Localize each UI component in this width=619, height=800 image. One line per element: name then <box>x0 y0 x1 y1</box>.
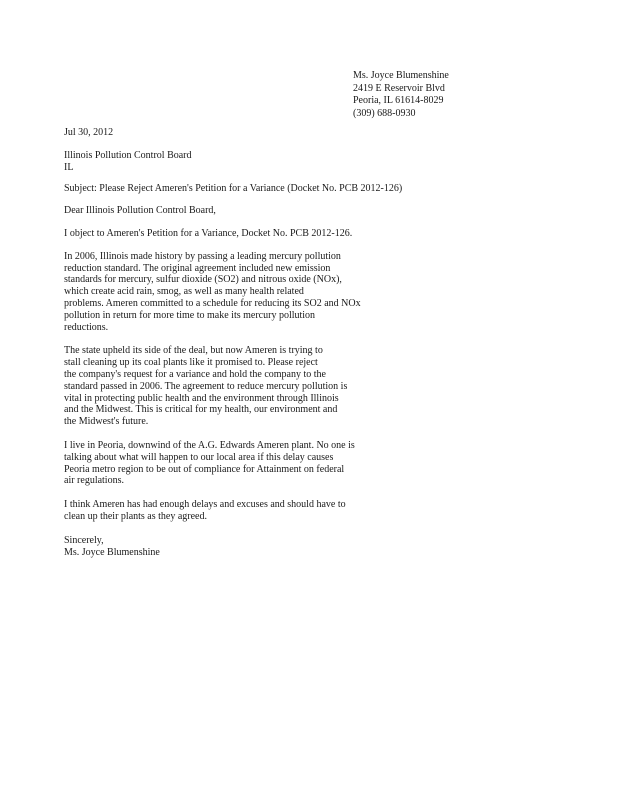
recipient-line-1: Illinois Pollution Control Board <box>64 149 192 161</box>
paragraph-line: problems. Ameren committed to a schedule for reducing its SO2 and NOx <box>64 297 361 309</box>
paragraph <box>64 228 364 240</box>
paragraph <box>64 440 364 487</box>
paragraph-line: standard passed in 2006. The agreement to reduce mercury pollution is <box>64 380 348 392</box>
valediction: Sincerely, <box>64 534 104 546</box>
sender-phone: (309) 688-0930 <box>353 107 416 119</box>
letter-body <box>64 127 403 558</box>
paragraph-line: clean up their plants as they agreed. <box>64 510 207 522</box>
sender-street: 2419 E Reservoir Blvd <box>353 82 445 94</box>
paragraph-line: I live in Peoria, downwind of the A.G. Edwards Ameren plant. No one is <box>64 439 355 451</box>
paragraph-line: air regulations. <box>64 475 124 487</box>
subject-line: Subject: Please Reject Ameren's Petition for a Variance (Docket No. PCB 2012-126) <box>64 183 403 195</box>
paragraph-line: reductions. <box>64 321 109 333</box>
paragraph <box>64 251 364 334</box>
recipient-block <box>64 150 364 174</box>
paragraph-line: and the Midwest. This is critical for my health, our environment and <box>64 404 338 416</box>
sender-city-state-zip: Peoria, IL 61614-8029 <box>353 95 444 106</box>
paragraph-line: I object to Ameren's Petition for a Variance, Docket No. PCB 2012-126. <box>64 227 353 239</box>
paragraph <box>64 345 364 428</box>
paragraph-line: Peoria metro region to be out of compliance for Attainment on federal <box>64 463 345 475</box>
sender-name: Ms. Joyce Blumenshine <box>353 70 449 81</box>
paragraph-line: standards for mercury, sulfur dioxide (SO2) and nitrous oxide (NOx), <box>64 274 342 286</box>
paragraph-line: The state upheld its side of the deal, but now Ameren is trying to <box>64 345 323 357</box>
paragraph-line: In 2006, Illinois made history by passing a leading mercury pollution <box>64 250 341 262</box>
sender-address-block <box>353 70 449 120</box>
paragraph-line: I think Ameren has had enough delays and excuses and should have to <box>64 499 346 511</box>
paragraph-line: stall cleaning up its coal plants like it promised to. Please reject <box>64 357 318 369</box>
paragraph-line: vital in protecting public health and the environment through Illinois <box>64 392 339 404</box>
salutation: Dear Illinois Pollution Control Board, <box>64 205 216 217</box>
paragraph-line: which create acid rain, smog, as well as many health related <box>64 286 304 298</box>
paragraph-line: pollution in return for more time to make its mercury pollution <box>64 309 316 321</box>
letter-date: Jul 30, 2012 <box>64 127 114 138</box>
paragraph-line: talking about what will happen to our local area if this delay causes <box>64 451 334 463</box>
closing-block <box>64 535 364 559</box>
recipient-line-2: IL <box>64 161 74 173</box>
paragraph-line: the Midwest's future. <box>64 416 149 428</box>
signature-name: Ms. Joyce Blumenshine <box>64 546 160 558</box>
paragraph-line: reduction standard. The original agreement included new emission <box>64 262 331 274</box>
paragraph-line: the company's request for a variance and hold the company to the <box>64 368 326 380</box>
paragraph <box>64 499 364 523</box>
